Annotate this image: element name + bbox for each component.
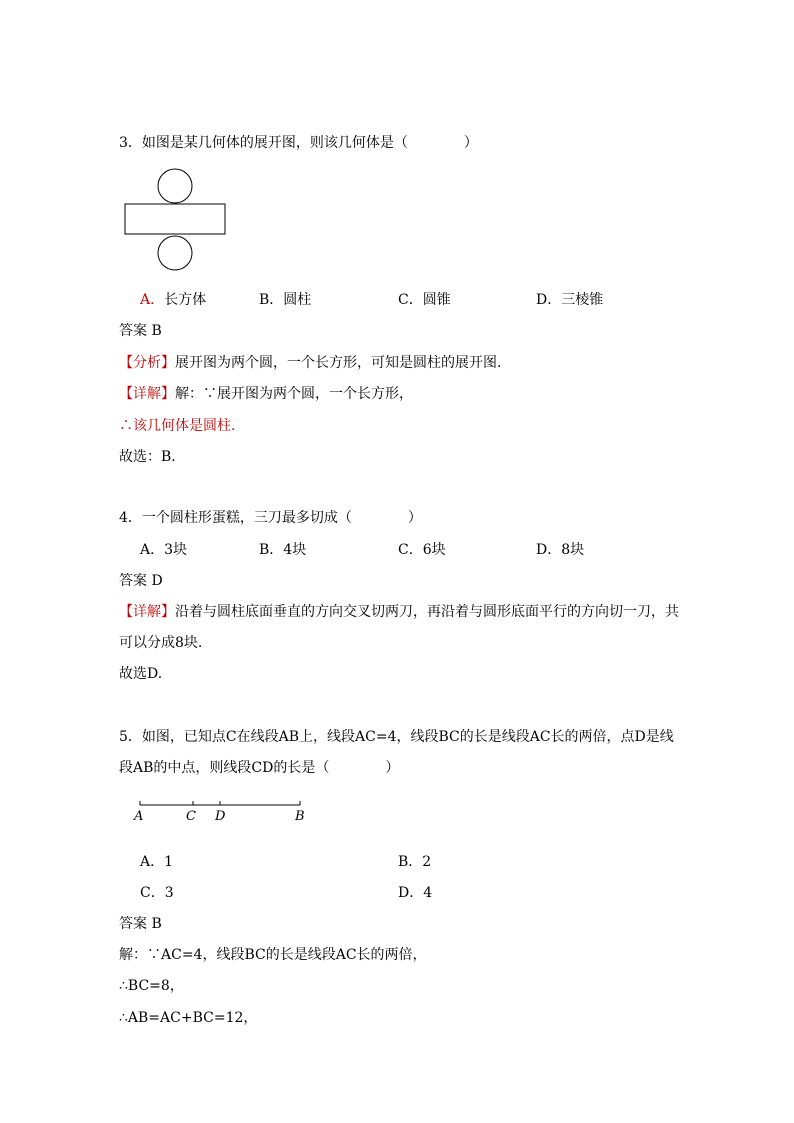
label-b: B	[295, 809, 305, 824]
label-a: A	[134, 809, 144, 824]
q5-option-b[interactable]: B．2	[398, 854, 432, 870]
q4-detail-text: 沿着与圆柱底面垂直的方向交叉切两刀，再沿着与圆形底面平行的方向切一刀，共	[175, 604, 679, 620]
q3-final: 故选：B．	[119, 449, 186, 465]
q3-option-d[interactable]	[536, 291, 603, 309]
q3-answer: 答案 B	[119, 323, 162, 339]
q3-option-a-letter: A．	[140, 292, 165, 308]
q3-detail-text: 解：∵展开图为两个圆，一个长方形，	[175, 386, 413, 402]
q4-final: 故选D.	[119, 666, 163, 682]
q4-option-b[interactable]: B．4块	[259, 542, 307, 558]
q3-analysis	[119, 354, 501, 372]
label-d: D	[215, 809, 226, 824]
q3-option-c-text: 圆锥	[422, 292, 451, 308]
q5-question-line1: 5．如图，已知点C在线段AB上，线段AC=4，线段BC的长是线段AC长的两倍，点D是线	[119, 729, 674, 745]
q3-option-a[interactable]	[140, 291, 206, 309]
q3-option-c[interactable]	[398, 291, 451, 309]
q4-option-c[interactable]: C．6块	[398, 542, 446, 558]
q4-option-d[interactable]: D．8块	[536, 542, 585, 558]
label-c: C	[186, 809, 196, 824]
q3-option-d-text: 三棱锥	[561, 292, 604, 308]
q3-analysis-text: 展开图为两个圆，一个长方形，可知是圆柱的展开图.	[175, 355, 502, 371]
q3-option-b[interactable]	[259, 291, 311, 309]
q5-answer: 答案 B	[119, 916, 162, 932]
q4-detail-line2: 可以分成8块.	[119, 635, 203, 651]
q4-option-a[interactable]: A．3块	[140, 542, 188, 558]
q4-detail-line1	[119, 603, 679, 621]
q5-solution-line3: ∴AB=AC+BC=12，	[119, 1010, 258, 1026]
q3-analysis-tag: 【分析】	[119, 355, 175, 371]
q3-option-d-letter: D．	[536, 292, 562, 308]
q3-option-b-text: 圆柱	[283, 292, 312, 308]
q4-detail-tag: 【详解】	[119, 604, 175, 620]
q5-question-line2: 段AB的中点，则线段CD的长是（ ）	[119, 760, 400, 776]
q3-option-a-text: 长方体	[164, 292, 207, 308]
q3-question: 3．如图是某几何体的展开图，则该几何体是（ ）	[119, 135, 478, 151]
q5-solution-line1: 解：∵AC=4，线段BC的长是线段AC长的两倍，	[119, 947, 427, 963]
q3-detail	[119, 385, 413, 403]
q4-answer: 答案 D	[119, 573, 163, 589]
q5-segment-figure	[128, 795, 318, 825]
q3-option-b-letter: B．	[259, 292, 284, 308]
q4-question: 4．一个圆柱形蛋糕，三刀最多切成（ ）	[119, 510, 422, 526]
q5-option-c[interactable]: C．3	[140, 885, 174, 901]
q3-option-c-letter: C．	[398, 292, 423, 308]
q5-option-d[interactable]: D．4	[398, 885, 433, 901]
q5-solution-line2: ∴BC=8，	[119, 978, 184, 994]
q3-conclusion: ∴该几何体是圆柱.	[119, 418, 236, 434]
q5-option-a[interactable]: A．1	[140, 854, 174, 870]
q3-detail-tag: 【详解】	[119, 386, 175, 402]
q3-net-figure	[120, 166, 230, 274]
